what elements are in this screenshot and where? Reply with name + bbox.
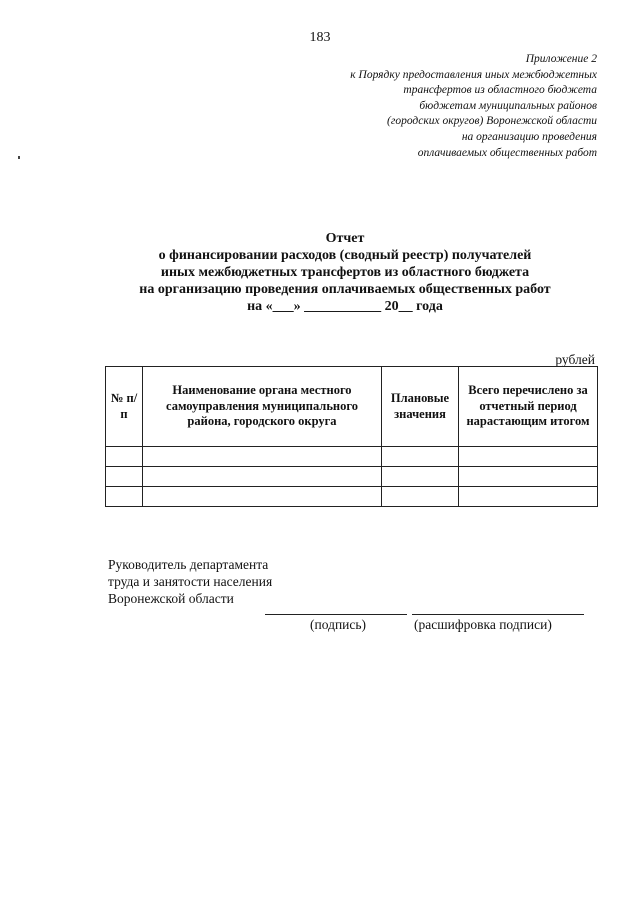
table-cell: [143, 487, 382, 507]
table-cell: [106, 447, 143, 467]
appendix-note: [277, 52, 597, 161]
column-header-number: № п/п: [106, 367, 143, 447]
signatory-position: [108, 556, 272, 607]
title-line: Отчет: [325, 231, 365, 246]
column-header-organ-name: Наименование органа местного самоуправления муниципального района, городского округа: [143, 367, 382, 447]
scan-mark: [18, 156, 20, 159]
appendix-line: Приложение 2: [525, 53, 597, 65]
signature-line: [265, 614, 407, 615]
signatory-line: труда и занятости населения: [108, 574, 273, 589]
signatory-line: Руководитель департамента: [108, 557, 269, 572]
title-line: на «___» ___________ 20__ года: [247, 299, 443, 314]
table-cell: [459, 487, 598, 507]
table-cell: [382, 467, 459, 487]
table-cell: [459, 447, 598, 467]
table-row: [106, 467, 598, 487]
appendix-line: к Порядку предоставления иных межбюджетных: [350, 68, 597, 81]
table-cell: [106, 467, 143, 487]
report-title: [0, 230, 640, 315]
table-cell: [382, 487, 459, 507]
title-line: на организацию проведения оплачиваемых общественных работ: [139, 282, 551, 297]
title-line: о финансировании расходов (сводный реестр) получателей: [158, 248, 532, 263]
column-header-planned: Плановые значения: [382, 367, 459, 447]
table-cell: [143, 467, 382, 487]
table-cell: [143, 447, 382, 467]
table-cell: [106, 487, 143, 507]
page-number: 183: [309, 30, 331, 45]
appendix-line: трансфертов из областного бюджета: [403, 84, 597, 97]
name-transcript-line: [412, 614, 584, 615]
table-header-row: [106, 367, 598, 447]
currency-unit: рублей: [555, 352, 595, 367]
appendix-line: оплачиваемых общественных работ: [417, 146, 597, 159]
appendix-line: бюджетам муниципальных районов: [419, 99, 597, 112]
table-cell: [382, 447, 459, 467]
name-transcript-caption: (расшифровка подписи): [414, 617, 552, 632]
signature-caption: (подпись): [310, 617, 367, 632]
report-table: [105, 366, 598, 507]
table-row: [106, 447, 598, 467]
table-row: [106, 487, 598, 507]
title-line: иных межбюджетных трансфертов из областного бюджета: [160, 265, 530, 280]
signatory-line: Воронежской области: [108, 591, 234, 606]
appendix-line: (городских округов) Воронежской области: [387, 115, 597, 128]
appendix-line: на организацию проведения: [461, 130, 597, 143]
table-cell: [459, 467, 598, 487]
column-header-transferred-total: Всего перечислено за отчетный период нарастающим итогом: [459, 367, 598, 447]
